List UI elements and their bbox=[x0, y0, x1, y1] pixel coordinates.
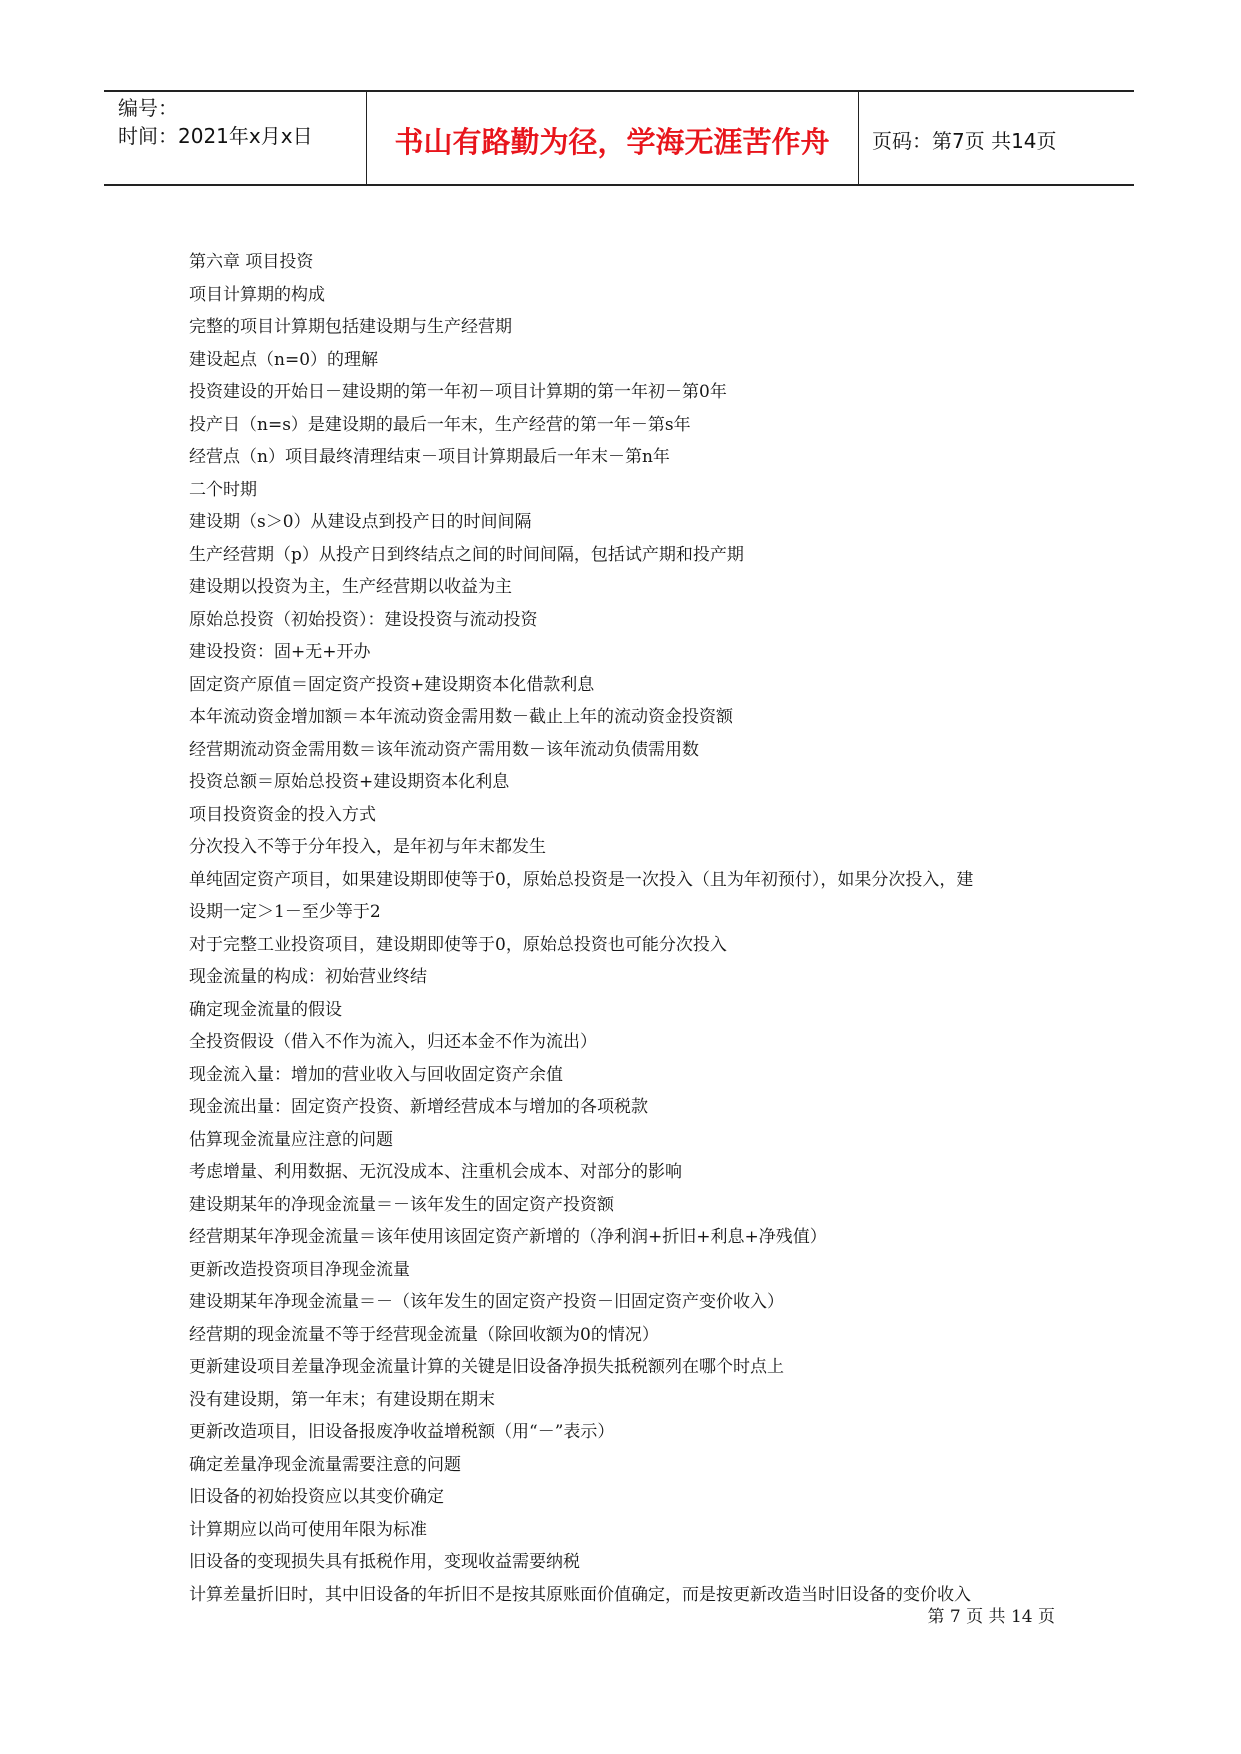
text-line: 投资总额＝原始总投资+建设期资本化利息 bbox=[189, 772, 510, 792]
text-line: 旧设备的变现损失具有抵税作用，变现收益需要纳税 bbox=[189, 1552, 580, 1572]
header-motto-cell bbox=[366, 92, 859, 184]
text-line: 更新改造投资项目净现金流量 bbox=[189, 1259, 410, 1280]
text-line: 经营期的现金流量不等于经营现金流量（除回收额为0的情况） bbox=[189, 1324, 659, 1345]
text-line: 第六章 项目投资 bbox=[189, 252, 314, 272]
text-line: 更新建设项目差量净现金流量计算的关键是旧设备净损失抵税额列在哪个时点上 bbox=[189, 1357, 784, 1377]
text-line: 设期一定＞1－至少等于2 bbox=[189, 902, 381, 922]
text-line: 全投资假设（借入不作为流入，归还本金不作为流出） bbox=[189, 1032, 597, 1052]
text-line: 对于完整工业投资项目，建设期即使等于0，原始总投资也可能分次投入 bbox=[189, 934, 727, 955]
text-line: 项目计算期的构成 bbox=[189, 284, 325, 305]
document-time-label: 时间：2021年x月x日 bbox=[118, 124, 313, 148]
header-info-cell bbox=[104, 92, 367, 184]
text-line: 没有建设期，第一年末；有建设期在期末 bbox=[189, 1389, 495, 1410]
text-line: 计算期应以尚可使用年限为标准 bbox=[189, 1519, 427, 1540]
text-line: 经营期流动资金需用数＝该年流动资产需用数－该年流动负债需用数 bbox=[189, 739, 699, 760]
text-line: 分次投入不等于分年投入，是年初与年末都发生 bbox=[189, 837, 546, 857]
text-line: 旧设备的初始投资应以其变价确定 bbox=[189, 1487, 444, 1507]
text-line: 建设期（s＞0）从建设点到投产日的时间间隔 bbox=[189, 512, 532, 532]
text-line: 确定现金流量的假设 bbox=[189, 999, 342, 1020]
document-body bbox=[189, 246, 1069, 1611]
text-line: 建设期某年净现金流量＝－（该年发生的固定资产投资－旧固定资产变价收入） bbox=[189, 1292, 784, 1312]
text-line: 建设投资：固+无+开办 bbox=[189, 642, 371, 662]
text-line: 二个时期 bbox=[189, 479, 257, 500]
text-line: 单纯固定资产项目，如果建设期即使等于0，原始总投资是一次投入（且为年初预付），如果分次投入，建 bbox=[189, 869, 974, 890]
text-line: 考虑增量、利用数据、无沉没成本、注重机会成本、对部分的影响 bbox=[189, 1162, 682, 1182]
text-line: 计算差量折旧时，其中旧设备的年折旧不是按其原账面价值确定，而是按更新改造当时旧设备的变价收入 bbox=[189, 1584, 971, 1605]
text-line: 原始总投资（初始投资）：建设投资与流动投资 bbox=[189, 609, 538, 630]
text-line: 投资建设的开始日－建设期的第一年初－项目计算期的第一年初－第0年 bbox=[189, 382, 727, 402]
text-line: 固定资产原值＝固定资产投资+建设期资本化借款利息 bbox=[189, 674, 595, 695]
text-line: 现金流入量：增加的营业收入与回收固定资产余值 bbox=[189, 1064, 563, 1085]
text-line: 更新改造项目，旧设备报废净收益增税额（用“－”表示） bbox=[189, 1422, 615, 1442]
text-line: 现金流出量：固定资产投资、新增经营成本与增加的各项税款 bbox=[189, 1097, 648, 1117]
page-header bbox=[104, 90, 1134, 186]
text-line: 项目投资资金的投入方式 bbox=[189, 804, 376, 825]
text-line: 确定差量净现金流量需要注意的问题 bbox=[189, 1454, 461, 1475]
document-number-label: 编号： bbox=[118, 96, 178, 120]
text-line: 建设起点（n=0）的理解 bbox=[189, 349, 379, 370]
text-line: 经营期某年净现金流量＝该年使用该固定资产新增的（净利润+折旧+利息+净残值） bbox=[189, 1227, 827, 1247]
text-line: 建设期某年的净现金流量＝－该年发生的固定资产投资额 bbox=[189, 1194, 614, 1215]
text-line: 估算现金流量应注意的问题 bbox=[189, 1129, 393, 1150]
header-page-cell bbox=[858, 92, 1134, 184]
text-line: 建设期以投资为主，生产经营期以收益为主 bbox=[189, 577, 512, 597]
motto-banner: 书山有路勤为径，学海无涯苦作舟 bbox=[394, 125, 830, 159]
header-page-number: 页码：第7页 共14页 bbox=[872, 129, 1057, 153]
text-line: 投产日（n=s）是建设期的最后一年末，生产经营的第一年－第s年 bbox=[189, 414, 691, 435]
text-line: 现金流量的构成：初始营业终结 bbox=[189, 967, 427, 987]
footer-page-number: 第 7 页 共 14 页 bbox=[927, 1607, 1055, 1627]
text-line: 本年流动资金增加额＝本年流动资金需用数－截止上年的流动资金投资额 bbox=[189, 707, 733, 727]
text-line: 生产经营期（p）从投产日到终结点之间的时间间隔，包括试产期和投产期 bbox=[189, 544, 744, 565]
text-line: 经营点（n）项目最终清理结束－项目计算期最后一年末－第n年 bbox=[189, 447, 670, 467]
text-line: 完整的项目计算期包括建设期与生产经营期 bbox=[189, 317, 512, 337]
